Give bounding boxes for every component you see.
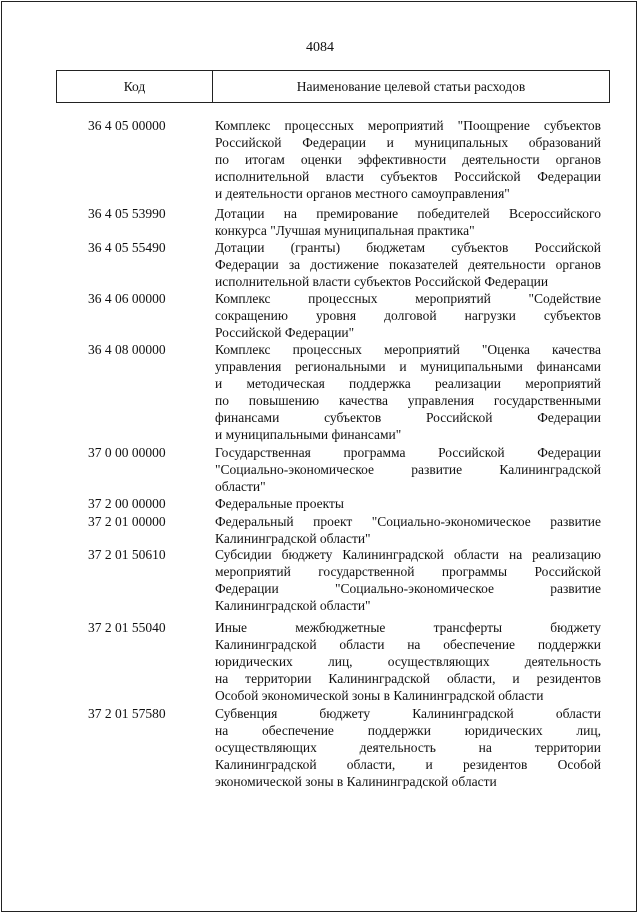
description-line: на обеспечение поддержки юридических лиц, <box>215 723 601 738</box>
table-header <box>56 70 610 103</box>
description-line: Дотации на премирование победителей Всероссийского <box>215 206 601 221</box>
description-line: Калининградской области на обеспечение поддержки <box>215 637 601 652</box>
entry-code: 37 2 01 57580 <box>88 706 166 721</box>
description-line: экономической зоны в Калининградской области <box>215 774 497 789</box>
entry-code: 36 4 08 00000 <box>88 342 166 357</box>
entry-description <box>215 290 601 341</box>
description-line: осуществляющих деятельность на территории <box>215 740 601 755</box>
entry-code: 36 4 05 55490 <box>88 240 166 255</box>
entry-description <box>215 705 601 790</box>
description-line: Комплекс процессных мероприятий "Оценка качества <box>215 342 601 357</box>
description-line: Федеральные проекты <box>215 496 344 511</box>
entry-code: 37 2 01 50610 <box>88 547 166 562</box>
description-line: мероприятий государственной программы Российской <box>215 564 601 579</box>
entry-description <box>215 205 601 239</box>
entry-description <box>215 117 601 202</box>
description-line: Российской Федерации и муниципальных образований <box>215 135 601 150</box>
description-line: сокращению уровня долговой нагрузки субъектов <box>215 308 601 323</box>
description-line: Особой экономической зоны в Калининградской области <box>215 688 544 703</box>
description-line: и деятельности органов местного самоуправления" <box>215 186 510 201</box>
entry-description <box>215 444 601 495</box>
entry-code: 36 4 06 00000 <box>88 291 166 306</box>
description-line: Субвенция бюджету Калининградской области <box>215 706 601 721</box>
description-line: конкурса "Лучшая муниципальная практика" <box>215 223 475 238</box>
description-line: финансами субъектов Российской Федерации <box>215 410 601 425</box>
entry-description <box>215 513 601 547</box>
description-line: Государственная программа Российской Федерации <box>215 445 601 460</box>
entry-description <box>215 239 601 290</box>
entry-code: 37 2 01 00000 <box>88 514 166 529</box>
description-line: по повышению качества управления государственными <box>215 393 601 408</box>
entry-code: 37 0 00 00000 <box>88 445 166 460</box>
description-line: Калининградской области" <box>215 598 371 613</box>
description-line: Комплекс процессных мероприятий "Поощрение субъектов <box>215 118 601 133</box>
description-line: области" <box>215 479 266 494</box>
entry-code: 37 2 01 55040 <box>88 620 166 635</box>
description-line: юридических лиц, осуществляющих деятельность <box>215 654 601 669</box>
entry-description <box>215 546 601 614</box>
description-line: и муниципальными финансами" <box>215 427 402 442</box>
description-line: Федерации "Социально-экономическое развитие <box>215 581 601 596</box>
description-line: Калининградской области" <box>215 531 371 546</box>
description-line: Федеральный проект "Социально-экономическое развитие <box>215 514 601 529</box>
description-line: Комплекс процессных мероприятий "Содействие <box>215 291 601 306</box>
description-line: на территории Калининградской области, и резидентов <box>215 671 601 686</box>
header-name-cell: Наименование целевой статьи расходов <box>296 78 526 94</box>
entry-description <box>215 495 601 512</box>
description-line: и методическая поддержка реализации мероприятий <box>215 376 601 391</box>
entry-description <box>215 341 601 443</box>
description-line: Федерации за достижение показателей деятельности органов <box>215 257 601 272</box>
entry-code: 36 4 05 53990 <box>88 206 166 221</box>
entry-code: 37 2 00 00000 <box>88 496 166 511</box>
page-number: 4084 <box>306 40 334 55</box>
description-line: Дотации (гранты) бюджетам субъектов Российской <box>215 240 601 255</box>
description-line: Калининградской области, и резидентов Особой <box>215 757 601 772</box>
description-line: управления региональными и муниципальными финансами <box>215 359 601 374</box>
description-line: по итогам оценки эффективности деятельности органов <box>215 152 601 167</box>
description-line: исполнительной власти субъектов Российской Федерации <box>215 274 549 289</box>
entry-code: 36 4 05 00000 <box>88 118 166 133</box>
description-line: Субсидии бюджету Калининградской области на реализацию <box>215 547 601 562</box>
description-line: "Социально-экономическое развитие Калининградской <box>215 462 601 477</box>
header-code-cell: Код <box>57 71 213 102</box>
description-line: Иные межбюджетные трансферты бюджету <box>215 620 601 635</box>
entry-description <box>215 619 601 704</box>
description-line: исполнительной власти субъектов Российской Федерации <box>215 169 601 184</box>
description-line: Российской Федерации" <box>215 325 355 340</box>
